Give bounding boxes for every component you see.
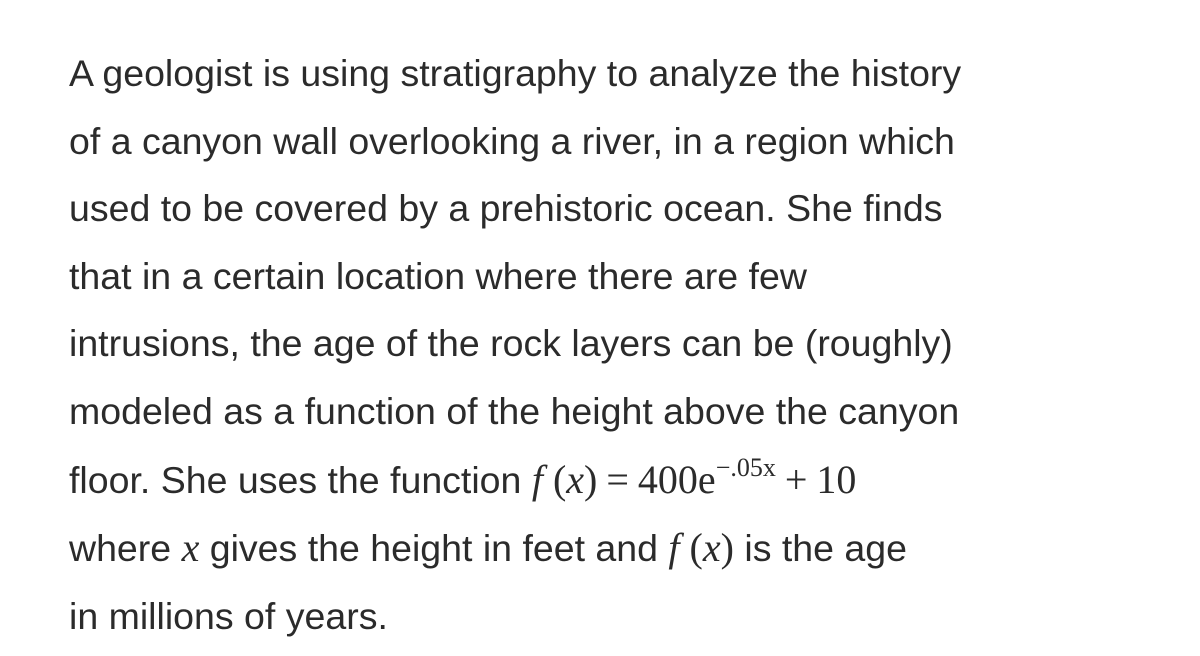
equals-sign: =: [606, 456, 629, 502]
function-variable: x: [566, 456, 585, 502]
function-variable-ref: x: [702, 525, 721, 571]
function-intro-text: floor. She uses the function: [69, 458, 532, 501]
problem-text: [69, 40, 1149, 650]
function-name-ref: f: [668, 525, 680, 571]
age-description: is the age: [733, 527, 908, 570]
problem-line-2: of a canyon wall overlooking a river, in a region which: [69, 119, 955, 162]
problem-line-9: in millions of years.: [69, 594, 388, 637]
problem-line-3: used to be covered by a prehistoric ocean. She finds: [69, 187, 943, 230]
problem-line-4: that in a certain location where there are few: [69, 254, 807, 297]
function-constant: 10: [816, 456, 857, 502]
where-text: where: [69, 527, 182, 570]
function-exponent: −.05x: [715, 452, 776, 482]
function-equation: f $(x) = 400e^{-.05x} + 10$: [531, 452, 857, 502]
problem-line-8: [69, 514, 1149, 583]
function-notation: f (x): [668, 525, 734, 571]
variable-x: x: [181, 525, 200, 571]
problem-line-7: [69, 446, 1149, 515]
function-coefficient: 400e: [637, 456, 716, 502]
function-name: f: [531, 456, 543, 502]
problem-line-1: A geologist is using stratigraphy to analyze the history: [69, 52, 962, 94]
height-description: gives the height in feet and: [199, 527, 669, 570]
plus-sign: +: [784, 456, 808, 502]
problem-line-6: modeled as a function of the height above the canyon: [69, 389, 960, 432]
problem-line-5: intrusions, the age of the rock layers can be (roughly): [69, 322, 953, 365]
